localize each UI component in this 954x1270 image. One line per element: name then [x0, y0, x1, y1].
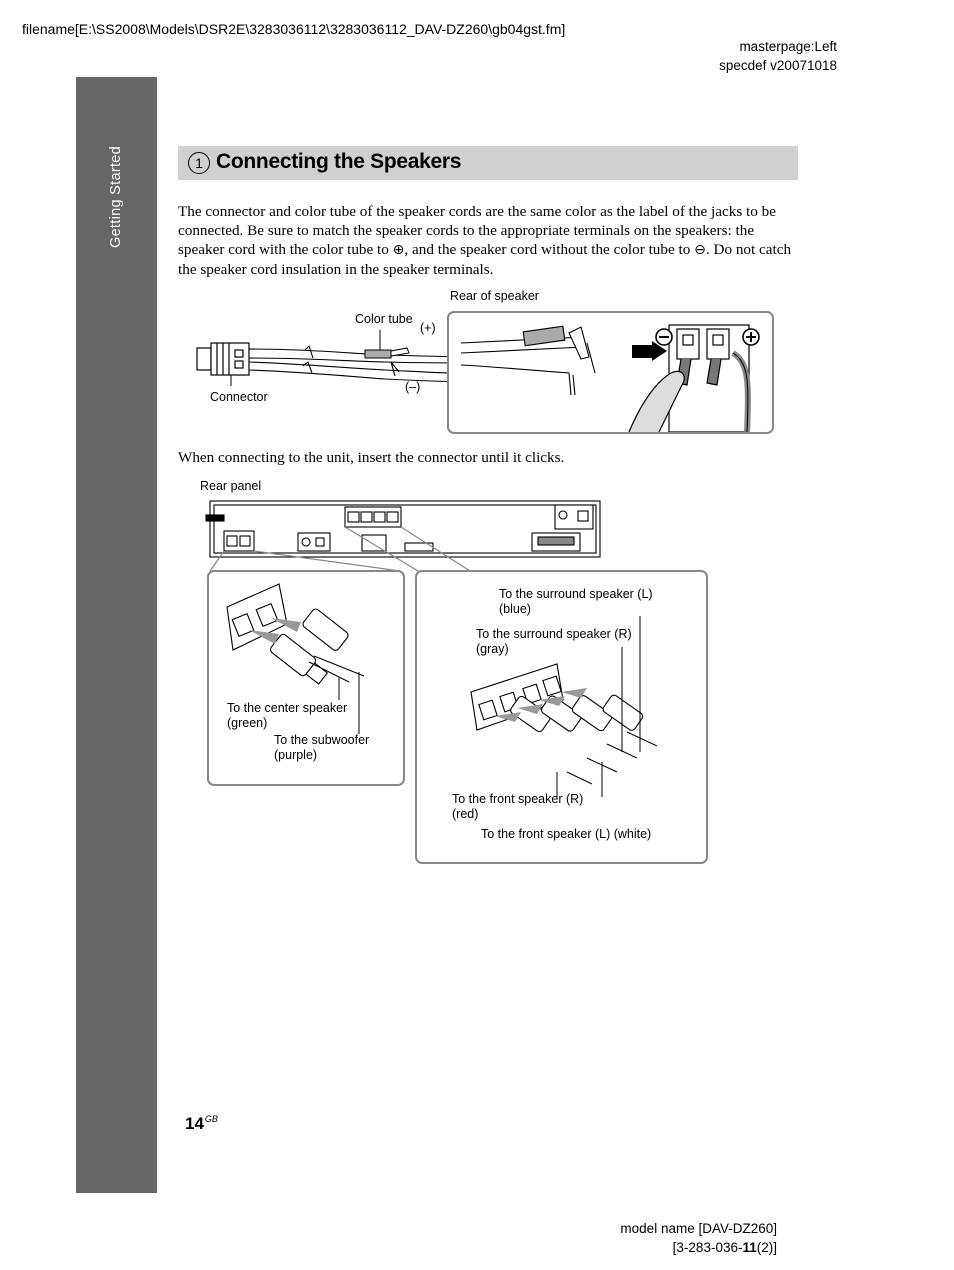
arrow-right-icon: [632, 345, 654, 358]
plus-terminal-symbol: ⊕: [392, 242, 405, 258]
color-tube-label: Color tube: [355, 312, 413, 326]
color-tube: [365, 348, 409, 358]
sidebar-tab: [76, 77, 157, 317]
center-subwoofer-panel: [207, 570, 405, 786]
terminal-block: [629, 325, 749, 432]
filename-header: filename[E:\SS2008\Models\DSR2E\3283036112\3283036112_DAV-DZ260\gb04gst.fm]: [22, 21, 566, 37]
section-number: 1: [188, 152, 210, 174]
page-number: $14^{GB}$: [185, 1114, 218, 1133]
front-r-label: To the front speaker (R) (red): [452, 792, 584, 821]
front-l-label: To the front speaker (L) (white): [481, 827, 652, 841]
masterpage-label: masterpage:Left: [739, 39, 837, 54]
center-speaker-label: To the center speaker (green): [227, 701, 348, 730]
intro-text-3: . Do not catch the speaker cord insulation in the speaker terminals.: [178, 241, 792, 278]
speaker-terminal-illustration: [449, 313, 772, 432]
minus-terminal-symbol: ⊖: [694, 242, 706, 258]
connector-label: Connector: [210, 390, 268, 404]
section-title: Connecting the Speakers: [216, 150, 462, 173]
intro-text-2: , and the speaker cord without the color tube to: [404, 241, 695, 258]
front-surround-panel: [415, 570, 708, 864]
minus-cord-label: (–): [405, 380, 421, 394]
rear-panel-illustration: [200, 495, 720, 580]
part-code: [3-283-036-11(2)]: [672, 1240, 777, 1255]
specdef-label: specdef v20071018: [719, 58, 837, 73]
masterpage-header: [719, 37, 837, 75]
rear-panel-label: Rear panel: [200, 479, 262, 493]
surround-l-label: To the surround speaker (L) (blue): [499, 587, 653, 616]
model-name: model name [DAV-DZ260]: [620, 1221, 777, 1236]
plus-cord-label: (+): [420, 321, 436, 335]
subwoofer-label: To the subwoofer (purple): [274, 733, 370, 762]
rear-of-speaker-panel: [447, 311, 774, 434]
rear-of-speaker-label: Rear of speaker: [450, 289, 539, 303]
intro-paragraph: [178, 202, 800, 279]
sidebar-label: Getting Started: [108, 145, 124, 249]
connector-instruction: When connecting to the unit, insert the connector until it clicks.: [178, 449, 565, 466]
connector-plug: [197, 343, 249, 375]
footer-model-info: [620, 1219, 777, 1257]
intro-text-1: The connector and color tube of the speaker cords are the same color as the label of the jacks to be connected. Be sure to match the speaker cords to the appropriate terminals on the speakers: the speaker cord with the color tube to: [178, 203, 776, 258]
surround-r-label: To the surround speaker (R) (gray): [476, 627, 632, 656]
